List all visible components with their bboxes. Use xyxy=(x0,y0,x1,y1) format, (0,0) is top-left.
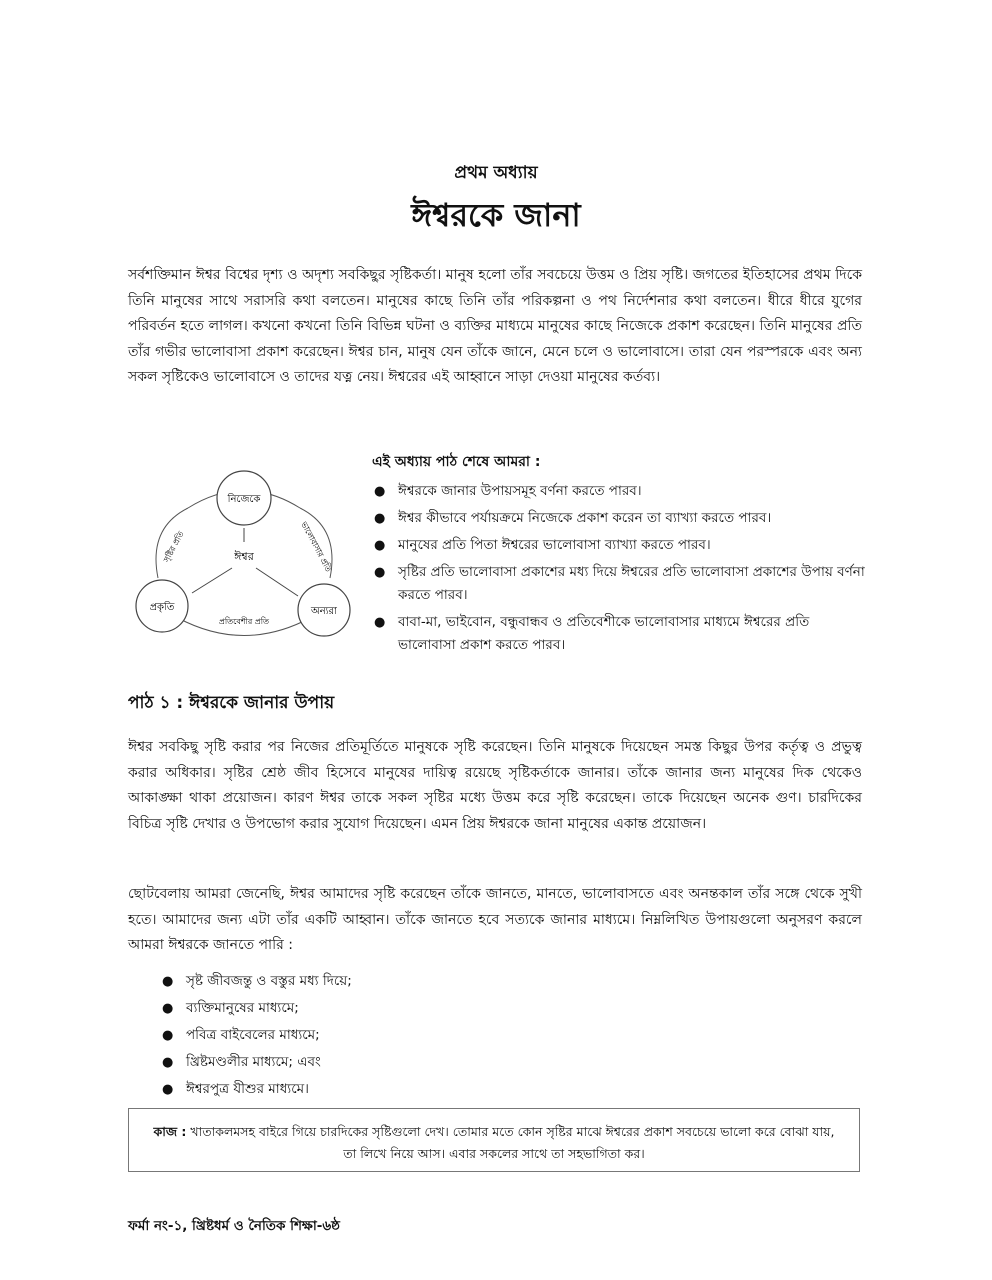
list-item xyxy=(160,1049,352,1076)
list-item-text: সৃষ্ট জীবজন্তু ও বস্তুর মধ্য দিয়ে; xyxy=(186,973,352,989)
bullet-icon: ● xyxy=(162,1055,174,1070)
objective-item xyxy=(372,534,867,557)
task-box xyxy=(128,1108,860,1172)
lesson-title: পাঠ ১ : ঈশ্বরকে জানার উপায় xyxy=(128,693,335,713)
list-item xyxy=(160,1076,352,1103)
list-item xyxy=(160,1022,352,1049)
bullet-icon: ● xyxy=(374,484,386,499)
objectives-list xyxy=(372,480,867,657)
objective-item xyxy=(372,480,867,503)
objective-text: ঈশ্বরকে জানার উপায়সমূহ বর্ণনা করতে পারব। xyxy=(398,483,642,499)
task-text: খাতাকলমসহ বাইরে গিয়ে চারদিকের সৃষ্টিগুলো দেখ। তোমার মতে কোন সৃষ্টির মাঝে ঈশ্বরের প্রকাশ সবচেয়ে ভালো করে বোঝা যায়, তা লিখে নিয়ে আস। এবার সকলের সাথে তা সহভাগিতা কর। xyxy=(190,1124,835,1161)
list-item-text: খ্রিষ্টমণ্ডলীর মাধ্যমে; এবং xyxy=(186,1054,321,1070)
bullet-icon: ● xyxy=(162,1028,174,1043)
bullet-icon: ● xyxy=(162,1082,174,1097)
lesson-paragraph-2: ছোটবেলায় আমরা জেনেছি, ঈশ্বর আমাদের সৃষ্টি করেছেন তাঁকে জানতে, মানতে, ভালোবাসতে এবং অনন্তকাল তাঁর সঙ্গে থেকে সুখী হতে। আমাদের জন্য এটা তাঁর একটি আহ্বান। তাঁকে জানতে হবে সত্যকে জানার মাধ্যমে। নিম্নলিখিত উপায়গুলো অনুসরণ করলে আমরা ঈশ্বরকে জানতে পারি : xyxy=(128,886,862,953)
diagram-edge-label-right: ভালোবাসার প্রতি xyxy=(299,520,334,574)
bullet-icon: ● xyxy=(374,538,386,553)
god-relationship-diagram xyxy=(128,468,360,648)
chapter-title: ঈশ্বরকে জানা xyxy=(411,196,581,234)
diagram-node-label-left: প্রকৃতি xyxy=(149,602,175,613)
objective-item xyxy=(372,507,867,530)
diagram-edge-label-bottom: প্রতিবেশীর প্রতি xyxy=(218,617,270,626)
list-item-text: পবিত্র বাইবেলের মাধ্যমে; xyxy=(186,1027,320,1043)
list-item xyxy=(160,995,352,1022)
chapter-objectives xyxy=(372,450,867,661)
diagram-arrow-right xyxy=(256,568,298,596)
intro-paragraph: সর্বশক্তিমান ঈশ্বর বিশ্বের দৃশ্য ও অদৃশ্য সবকিছুর সৃষ্টিকর্তা। মানুষ হলো তাঁর সবচেয়ে উত্তম ও প্রিয় সৃষ্টি। জগতের ইতিহাসের প্রথম দিকে তিনি মানুষের সাথে সরাসরি কথা বলতেন। মানুষের কাছে তিনি তাঁর পরিকল্পনা ও পথ নির্দেশনার কথা বলতেন। ধীরে ধীরে যুগের পরিবর্তন হতে লাগল। কখনো কখনো তিনি বিভিন্ন ঘটনা ও ব্যক্তির মাধ্যমে মানুষের কাছে নিজেকে প্রকাশ করেছেন। তিনি মানুষের প্রতি তাঁর গভীর ভালোবাসা প্রকাশ করেছেন। ঈশ্বর চান, মানুষ যেন তাঁকে জানে, মেনে চলে ও ভালোবাসে। তারা যেন পরস্পরকে এবং অন্য সকল সৃষ্টিকেও ভালোবাসে ও তাদের যত্ন নেয়। ঈশ্বরের এই আহ্বানে সাড়া দেওয়া মানুষের কর্তব্য। xyxy=(128,267,862,385)
objective-text: মানুষের প্রতি পিতা ঈশ্বরের ভালোবাসা ব্যাখ্যা করতে পারব। xyxy=(398,537,711,553)
diagram-node-label-right: অন্যরা xyxy=(311,606,337,617)
objective-text: সৃষ্টির প্রতি ভালোবাসা প্রকাশের মধ্য দিয়ে ঈশ্বরের প্রতি ভালোবাসা প্রকাশের উপায় বর্ণনা করতে পারব। xyxy=(398,564,865,603)
bullet-icon: ● xyxy=(162,1001,174,1016)
task-label: কাজ : xyxy=(153,1124,187,1139)
bullet-icon: ● xyxy=(374,615,386,630)
list-item-text: ঈশ্বরপুত্র যীশুর মাধ্যমে। xyxy=(186,1081,309,1097)
objective-item xyxy=(372,611,867,657)
ways-to-know-god-list xyxy=(160,968,352,1103)
diagram-center-label: ঈশ্বর xyxy=(234,550,254,563)
page-footer: ফর্মা নং-১, খ্রিষ্টধর্ম ও নৈতিক শিক্ষা-৬ষ্ঠ xyxy=(128,1218,340,1234)
diagram-arrow-left xyxy=(192,568,232,593)
bullet-icon: ● xyxy=(162,974,174,989)
chapter-label: প্রথম অধ্যায় xyxy=(454,163,538,183)
bullet-icon: ● xyxy=(374,511,386,526)
diagram-node-label-top: নিজেকে xyxy=(227,494,261,505)
objective-item xyxy=(372,561,867,607)
objective-text: ঈশ্বর কীভাবে পর্যায়ক্রমে নিজেকে প্রকাশ করেন তা ব্যাখ্যা করতে পারব। xyxy=(398,510,772,526)
diagram-edge-label-left: সৃষ্টির প্রতি xyxy=(161,529,186,564)
list-item xyxy=(160,968,352,995)
bullet-icon: ● xyxy=(374,565,386,580)
list-item-text: ব্যক্তিমানুষের মাধ্যমে; xyxy=(186,1000,299,1016)
objectives-heading: এই অধ্যায় পাঠ শেষে আমরা : xyxy=(372,454,541,470)
lesson-paragraph-1: ঈশ্বর সবকিছু সৃষ্টি করার পর নিজের প্রতিমূর্তিতে মানুষকে সৃষ্টি করেছেন। তিনি মানুষকে দিয়েছেন সমস্ত কিছুর উপর কর্তৃত্ব ও প্রভুত্ব করার অধিকার। সৃষ্টির শ্রেষ্ঠ জীব হিসেবে মানুষের দায়িত্ব রয়েছে সৃষ্টিকর্তাকে জানার। তাঁকে জানার জন্য মানুষের দিক থেকেও আকাঙ্ক্ষা থাকা প্রয়োজন। কারণ ঈশ্বর তাকে সকল সৃষ্টির মধ্যে উত্তম করে সৃষ্টি করেছেন। তাকে দিয়েছেন অনেক গুণ। চারদিকের বিচিত্র সৃষ্টি দেখার ও উপভোগ করার সুযোগ দিয়েছেন। এমন প্রিয় ঈশ্বরকে জানা মানুষের একান্ত প্রয়োজন। xyxy=(128,739,862,832)
objective-text: বাবা-মা, ভাইবোন, বন্ধুবান্ধব ও প্রতিবেশীকে ভালোবাসার মাধ্যমে ঈশ্বরের প্রতি ভালোবাসা প্রকাশ করতে পারব। xyxy=(398,614,810,653)
